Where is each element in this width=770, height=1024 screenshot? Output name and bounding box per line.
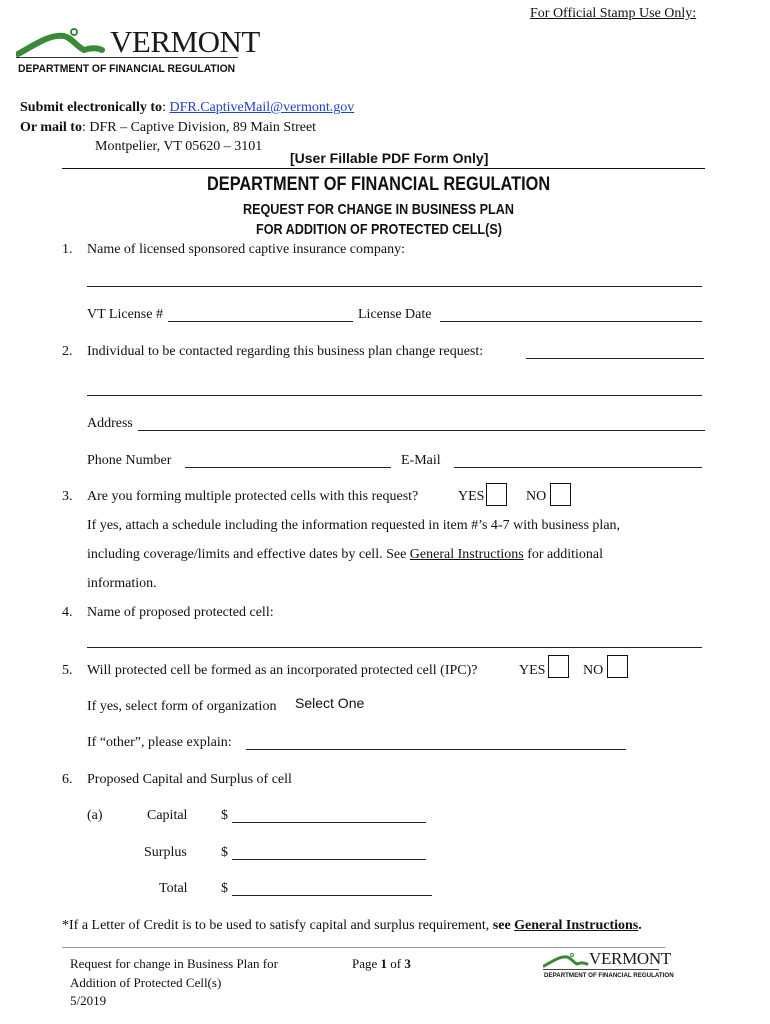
mail-line: Or mail to: DFR – Captive Division, 89 Main Street: [20, 120, 317, 135]
page-title: DEPARTMENT OF FINANCIAL REGULATION: [207, 174, 551, 195]
subtitle-1: REQUEST FOR CHANGE IN BUSINESS PLAN: [243, 201, 514, 218]
mail-address-1: DFR – Captive Division, 89 Main Street: [89, 120, 317, 135]
surplus-dollar: $: [221, 845, 228, 860]
q3-no-checkbox[interactable]: [550, 483, 571, 506]
mail-address-2: Montpelier, VT 05620 – 3101: [95, 139, 263, 154]
footer-rule: [62, 947, 665, 948]
q6-label: Proposed Capital and Surplus of cell: [87, 772, 292, 787]
q6-item-a: (a): [87, 808, 103, 823]
total-field[interactable]: [232, 895, 432, 896]
q2-label: Individual to be contacted regarding this business plan change request:: [87, 344, 484, 359]
email-field[interactable]: [454, 467, 702, 468]
email-label: E-Mail: [401, 453, 441, 468]
company-name-field[interactable]: [87, 286, 702, 287]
total-dollar: $: [221, 881, 228, 896]
license-date-field[interactable]: [440, 321, 702, 322]
q5-yes-label: YES: [519, 663, 546, 678]
surplus-label: Surplus: [144, 845, 187, 860]
loc-see: see: [492, 918, 511, 933]
submit-email-link[interactable]: DFR.CaptiveMail@vermont.gov: [169, 100, 355, 115]
q3-note-2b: for additional: [527, 547, 604, 562]
page-label: Page: [352, 956, 378, 971]
q3-no-label: NO: [526, 489, 547, 504]
logo-name: VERMONT: [110, 24, 260, 59]
surplus-field[interactable]: [232, 859, 426, 860]
q6-number: 6.: [62, 772, 73, 787]
q3-note-2: [87, 547, 603, 563]
q3-label: Are you forming multiple protected cells with this request?: [87, 489, 419, 504]
q5-no-checkbox[interactable]: [607, 655, 628, 678]
protected-cell-name-field[interactable]: [87, 647, 702, 648]
page-current: 1: [380, 956, 388, 971]
header-rule: [62, 168, 705, 169]
footer-mountain-icon: [543, 952, 593, 970]
loc-note-text: *If a Letter of Credit is to be used to satisfy capital and surplus requirement,: [62, 918, 490, 933]
capital-dollar: $: [221, 808, 228, 823]
footer-vermont-logo: [543, 949, 674, 984]
q5-yes-checkbox[interactable]: [548, 655, 569, 678]
footer-line-2: Addition of Protected Cell(s): [70, 975, 222, 990]
footer-date: 5/2019: [70, 993, 107, 1008]
vermont-logo: [16, 24, 260, 78]
page-number: [352, 956, 411, 972]
footer-line-1: Request for change in Business Plan for: [70, 956, 278, 971]
capital-label: Capital: [147, 808, 188, 823]
q5-no-label: NO: [583, 663, 604, 678]
other-explain-label: If “other”, please explain:: [87, 735, 232, 750]
submit-line: Submit electronically to: DFR.CaptiveMail@vermont.gov: [20, 100, 355, 115]
organization-label: If yes, select form of organization: [87, 699, 277, 714]
q5-label: Will protected cell be formed as an incorporated protected cell (IPC)?: [87, 663, 478, 678]
official-stamp-note: For Official Stamp Use Only:: [530, 6, 697, 21]
loc-general-instructions-link[interactable]: General Instructions: [514, 918, 639, 933]
organization-select[interactable]: Select One: [295, 695, 365, 711]
q3-number: 3.: [62, 489, 73, 504]
logo-dept: DEPARTMENT OF FINANCIAL REGULATION: [18, 63, 236, 75]
q5-number: 5.: [62, 663, 73, 678]
address-label: Address: [87, 416, 133, 431]
footer-logo-name: VERMONT: [589, 949, 671, 968]
letter-of-credit-note: [62, 918, 642, 934]
footer-logo-divider: [543, 969, 659, 970]
q1-label: Name of licensed sponsored captive insurance company:: [87, 242, 406, 257]
license-number-label: VT License #: [87, 307, 163, 322]
q2-number: 2.: [62, 344, 73, 359]
q3-note-3: information.: [87, 576, 157, 591]
fillable-note: [User Fillable PDF Form Only]: [290, 150, 489, 166]
q4-label: Name of proposed protected cell:: [87, 605, 274, 620]
general-instructions-link[interactable]: General Instructions: [409, 547, 524, 562]
phone-field[interactable]: [185, 467, 391, 468]
subtitle-2: FOR ADDITION OF PROTECTED CELL(S): [256, 221, 502, 238]
phone-label: Phone Number: [87, 453, 172, 468]
capital-field[interactable]: [232, 822, 426, 823]
license-number-field[interactable]: [168, 321, 353, 322]
page-of: of: [390, 956, 402, 971]
mail-label: Or mail to: [20, 120, 82, 135]
footer-logo-dept: DEPARTMENT OF FINANCIAL REGULATION: [544, 972, 674, 979]
page-total: 3: [404, 956, 411, 971]
address-field[interactable]: [138, 430, 705, 431]
contact-name-field[interactable]: [526, 358, 704, 359]
logo-divider: [16, 57, 238, 58]
submit-label: Submit electronically to: [20, 100, 163, 115]
q3-note-1: If yes, attach a schedule including the information requested in item #’s 4-7 with business plan,: [87, 518, 621, 533]
license-date-label: License Date: [358, 307, 432, 322]
other-explain-field[interactable]: [246, 749, 626, 750]
contact-name-field-2[interactable]: [87, 395, 702, 396]
q4-number: 4.: [62, 605, 73, 620]
q3-yes-label: YES: [458, 489, 485, 504]
loc-period: .: [638, 918, 642, 933]
total-label: Total: [159, 881, 188, 896]
q1-number: 1.: [62, 242, 73, 257]
q3-yes-checkbox[interactable]: [486, 483, 507, 506]
q3-note-2a: including coverage/limits and effective dates by cell. See: [87, 547, 407, 562]
